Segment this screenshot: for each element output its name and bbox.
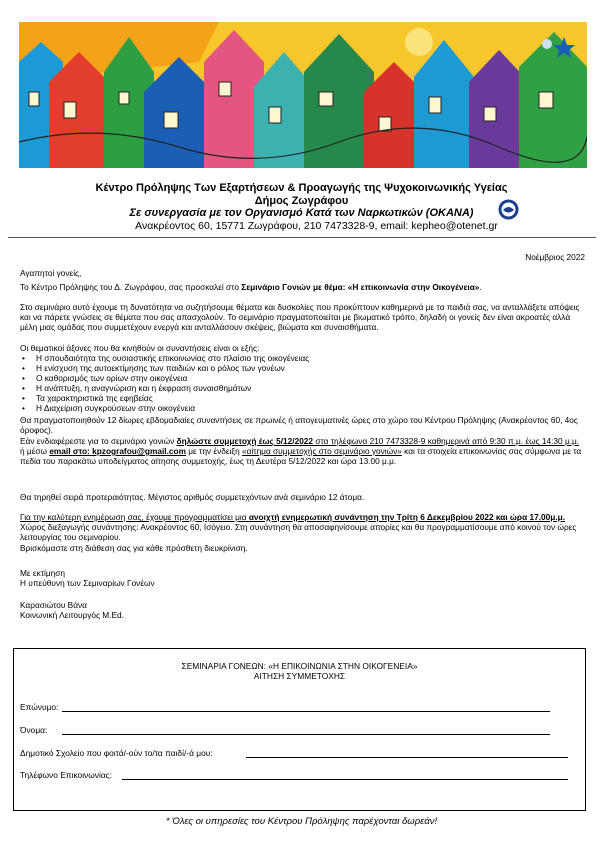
free-services-note: * Όλες οι υπηρεσίες του Κέντρου Πρόληψης παρέχονται δωρεάν! <box>165 816 438 827</box>
sign-role: Η υπεύθυνη των Σεμιναρίων Γονέων <box>20 578 155 588</box>
school-field[interactable] <box>246 757 568 758</box>
application-form <box>13 648 586 811</box>
greeting: Αγαπητοί γονείς, <box>20 268 82 278</box>
registration-paragraph <box>20 436 586 466</box>
list-item: • Η ανάπτυξη, η αναγνώριση και η έκφραση συναισθημάτων <box>20 383 586 393</box>
axes-list <box>20 353 586 413</box>
registration-subject: «αίτημα συμμετοχής στο σεμινάριο γονιών» <box>242 446 402 456</box>
sign-name: Καρασιώτου Βάνα <box>20 600 87 610</box>
header-banner-illustration <box>19 22 587 168</box>
phone-field[interactable] <box>122 779 568 780</box>
registration-details: και τα στοιχεία επικοινωνίας σας σύμφωνα με τα πεδία του παρακάτω υποδείγματος αίτησης συμμετοχής, έως τη Δευτέρα 5/12/2022 και ώρα 13.00 μ.μ. <box>20 446 582 466</box>
registration-or: ή μέσω <box>20 446 50 456</box>
sign-regards: Με εκτίμηση <box>20 568 66 578</box>
info-meeting-intro: Για την καλύτερη ενημέρωση σας, έχουμε προγραμματίσει μια <box>20 512 249 522</box>
form-subtitle: ΑΙΤΗΣΗ ΣΥΜΜΕΤΟΧΗΣ <box>253 671 346 681</box>
info-meeting-details: Χώρος διεξαγωγής συνάντησης: Ανακρέοντος 60, Ισόγειο. Στη συνάντηση θα αποσαφηνίσουμε απορίες και θα προγραμματίσουμε από κοινού τον ώρες λειτουργίας του σεμιναρίου. <box>20 522 577 542</box>
list-item: • Η Διαχείριση συγκρούσεων στην οικογένεια <box>20 403 586 413</box>
header-divider <box>8 237 596 238</box>
surname-label: Επώνυμο: <box>20 702 59 712</box>
list-item: • Τα χαρακτηριστικά της εφηβείας <box>20 393 586 403</box>
invitation-text: Το Κέντρο Πρόληψης του Δ. Ζωγράφου, σας προσκαλεί στο <box>20 282 242 292</box>
registration-with-label: με την ένδειξη <box>185 446 243 456</box>
info-meeting-date: ανοιχτή ενημερωτική συνάντηση την Τρίτη 6 Δεκεμβρίου 2022 και ώρα 17.00μ.μ. <box>248 512 566 522</box>
priority-paragraph: Θα τηρηθεί σειρά προτεραιότητας. Μέγιστος αριθμός συμμετεχόντων ανά σεμινάριο 12 άτομα. <box>20 492 365 502</box>
seminar-description: Στο σεμινάριο αυτό έχουμε τη δυνατότητα να συζητήσουμε θέματα και δυσκολίες που προκύπτουν καθημερινά με τα παιδιά σας, να ανταλλάξετε απόψεις και να πάρετε γνώσεις σε θέματα που σας απασχολούν. Το σεμινάριο πραγματοποιείται με βιωματικό τρόπο, δηλαδή οι γονείς δεν είναι ακροατές αλλά μέλη μιας ομάδας που συμμετέχουν ενεργά και ανταλλάσουν σκέψεις, βιώματα και συναισθήματα. <box>20 302 580 332</box>
surname-field[interactable] <box>62 711 550 712</box>
sign-title: Κοινωνική Λειτουργός Μ.Ed. <box>20 610 124 620</box>
registration-text: Εάν ενδιαφέρεστε για το σεμινάριο γονιών <box>20 436 177 446</box>
header-contact: Ανακρέοντος 60, 15771 Ζωγράφου, 210 7473328-9, email: kepheo@otenet.gr <box>135 220 498 232</box>
registration-phone-hours: στα τηλέφωνα 210 7473328-9 καθημερινά από 9:30 π.μ. έως 14:30 μ.μ. <box>313 436 580 446</box>
axes-intro: Οι θεματικοί άξονες που θα κινηθούν οι συναντήσεις είναι οι εξής: <box>20 343 260 353</box>
invitation-paragraph <box>20 282 586 292</box>
invitation-period: . <box>479 282 482 292</box>
school-label: Δημοτικό Σχολείο που φοιτά/-ούν το/τα παιδί/-ά μου: <box>20 748 213 758</box>
availability-note: Βρισκόμαστε στη διάθεση σας για κάθε πρόσθετη διευκρίνιση. <box>20 543 248 553</box>
letter-date: Νοέμβριος 2022 <box>525 252 585 262</box>
name-field[interactable] <box>62 734 550 735</box>
form-title: ΣΕΜΙΝΑΡΙΑ ΓΟΝΕΩΝ: «Η ΕΠΙΚΟΙΝΩΝΙΑ ΣΤΗΝ ΟΙΚΟΓΕΝΕΙΑ» <box>181 661 418 671</box>
list-item: • Ο καθορισμός των ορίων στην οικογένεια <box>20 373 586 383</box>
registration-deadline: δηλώστε συμμετοχή έως 5/12/2022 <box>176 436 314 446</box>
registration-email-link[interactable]: email στο: kpzografou@gmail.com <box>49 446 186 456</box>
header-municipality: Δήμος Ζωγράφου <box>254 195 349 207</box>
list-item: • Η ενίσχυση της αυτοεκτίμησης των παιδιών και ο ρόλος των γονέων <box>20 363 586 373</box>
name-label: Όνομα: <box>20 725 48 735</box>
seminar-title: Σεμινάριο Γονιών με θέμα: «Η επικοινωνία στην Οικογένεια» <box>241 282 480 292</box>
phone-label: Τηλέφωνο Επικοινωνίας: <box>20 770 113 780</box>
okana-logo <box>498 199 519 220</box>
header-collaboration: Σε συνεργασία με τον Οργανισμό Κατά των Ναρκωτικών (ΟΚΑΝΑ) <box>129 207 474 219</box>
info-meeting-paragraph <box>20 512 586 542</box>
schedule-paragraph: Θα πραγματοποιηθούν 12 δίωρες εβδομαδιαίες συναντήσεις σε πρωινές ή απογευματινές ώρες στο χώρο του Κέντρου Πρόληψης (Ανακρέοντος 60, 4ος όροφος). <box>20 415 578 435</box>
header-title: Κέντρο Πρόληψης Των Εξαρτήσεων & Προαγωγής της Ψυχοκοινωνικής Υγείας <box>95 182 508 194</box>
list-item: • Η σπουδαιότητα της ουσιαστικής επικοινωνίας στο πλαίσιο της οικογένειας <box>20 353 586 363</box>
